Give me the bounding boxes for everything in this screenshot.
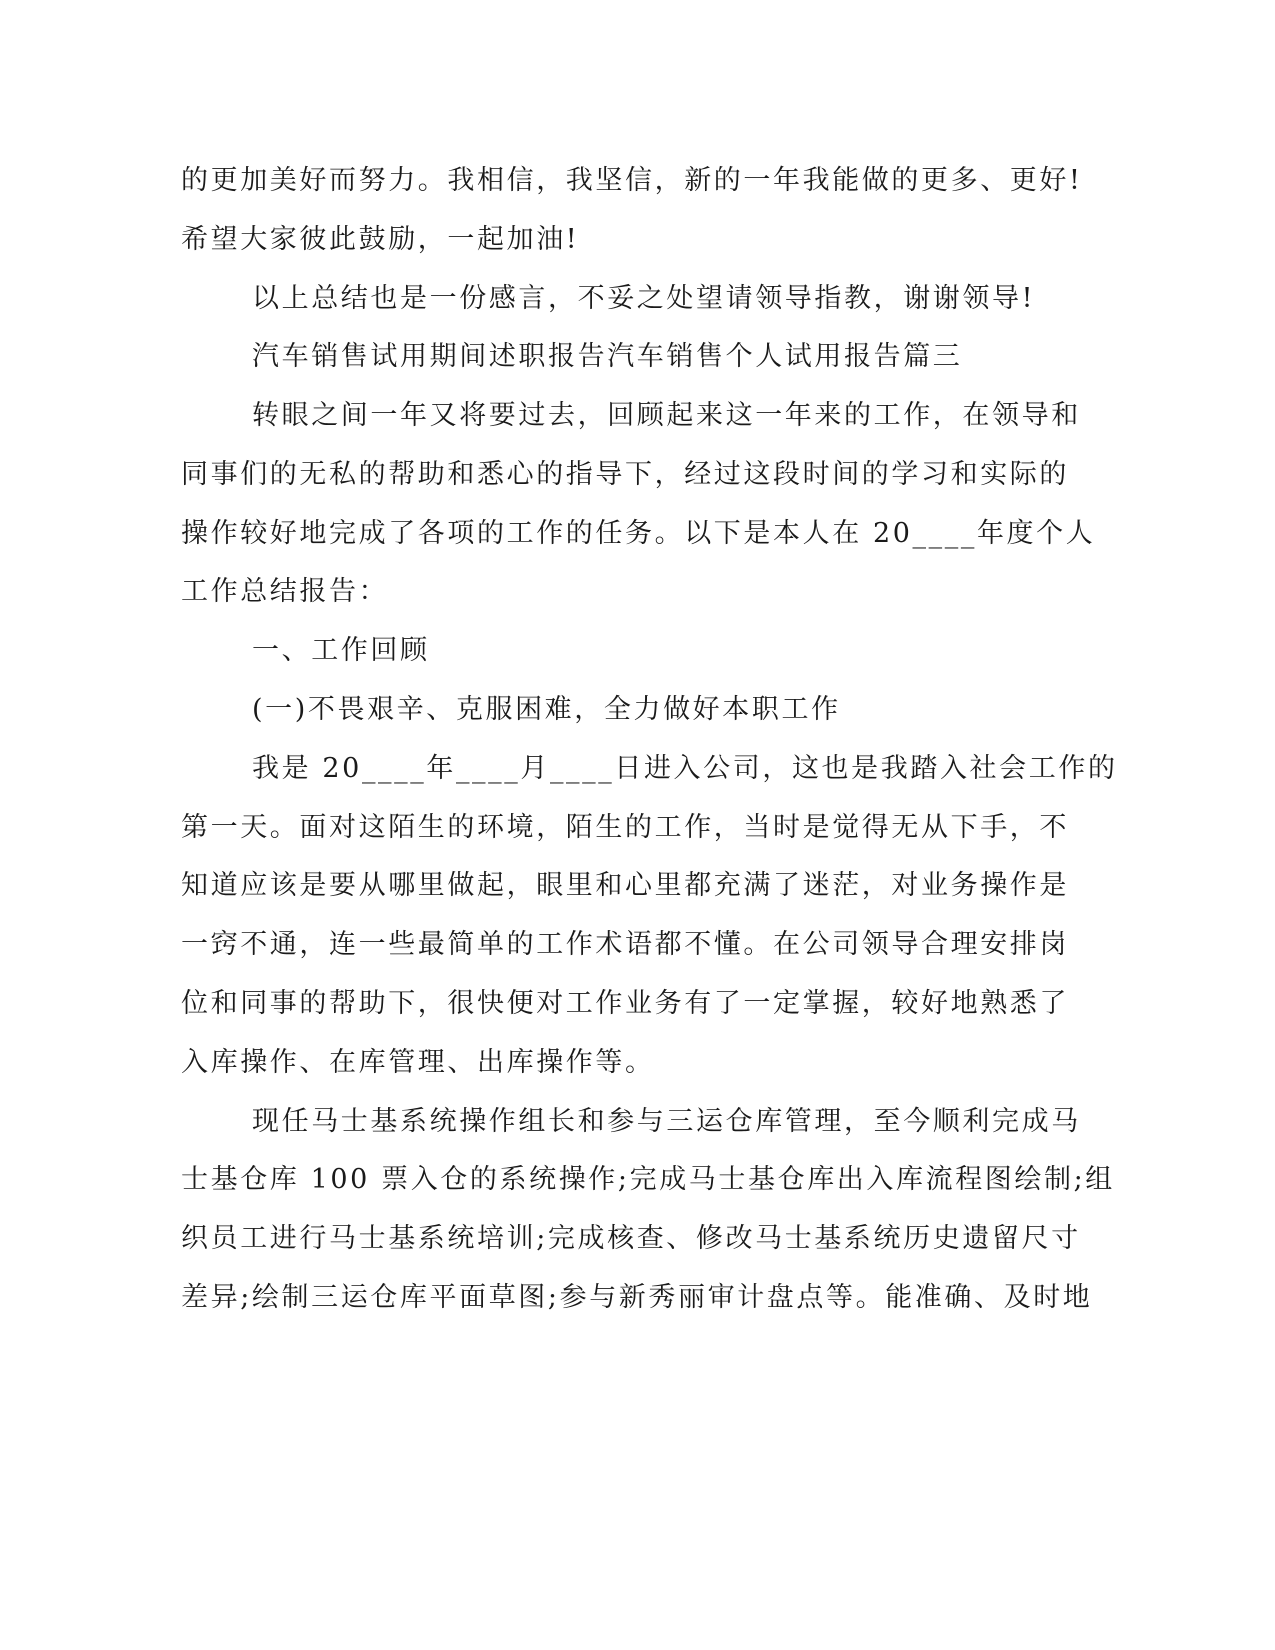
section-title: 汽车销售试用期间述职报告汽车销售个人试用报告篇三 (252, 341, 963, 372)
text-line: 操作较好地完成了各项的工作的任务。以下是本人在 20____年度个人 (181, 518, 1096, 549)
heading-level-1: 一、工作回顾 (252, 635, 430, 666)
text-line: 士基仓库 100 票入仓的系统操作;完成马士基仓库出入库流程图绘制;组 (181, 1164, 1115, 1195)
text-line: 第一天。面对这陌生的环境，陌生的工作，当时是觉得无从下手，不 (181, 812, 1069, 843)
text-line: 现任马士基系统操作组长和参与三运仓库管理，至今顺利完成马 (252, 1106, 1081, 1137)
text-line: 转眼之间一年又将要过去，回顾起来这一年来的工作，在领导和 (252, 400, 1081, 431)
text-line: 希望大家彼此鼓励，一起加油! (181, 224, 580, 255)
heading-level-2: (一)不畏艰辛、克服困难，全力做好本职工作 (252, 694, 841, 725)
text-line: 同事们的无私的帮助和悉心的指导下，经过这段时间的学习和实际的 (181, 459, 1069, 490)
text-line: 以上总结也是一份感言，不妥之处望请领导指教，谢谢领导! (252, 283, 1036, 314)
text-line: 一窍不通，连一些最简单的工作术语都不懂。在公司领导合理安排岗 (181, 929, 1069, 960)
text-line: 知道应该是要从哪里做起，眼里和心里都充满了迷茫，对业务操作是 (181, 870, 1069, 901)
text-line: 位和同事的帮助下，很快便对工作业务有了一定掌握，较好地熟悉了 (181, 988, 1069, 1019)
text-line: 的更加美好而努力。我相信，我坚信，新的一年我能做的更多、更好! (181, 165, 1083, 196)
text-line: 差异;绘制三运仓库平面草图;参与新秀丽审计盘点等。能准确、及时地 (181, 1282, 1093, 1313)
text-line: 我是 20____年____月____日进入公司，这也是我踏入社会工作的 (252, 753, 1118, 784)
text-line: 织员工进行马士基系统培训;完成核查、修改马士基系统历史遗留尺寸 (181, 1223, 1081, 1254)
text-line: 入库操作、在库管理、出库操作等。 (181, 1047, 655, 1078)
text-line: 工作总结报告： (181, 576, 389, 607)
